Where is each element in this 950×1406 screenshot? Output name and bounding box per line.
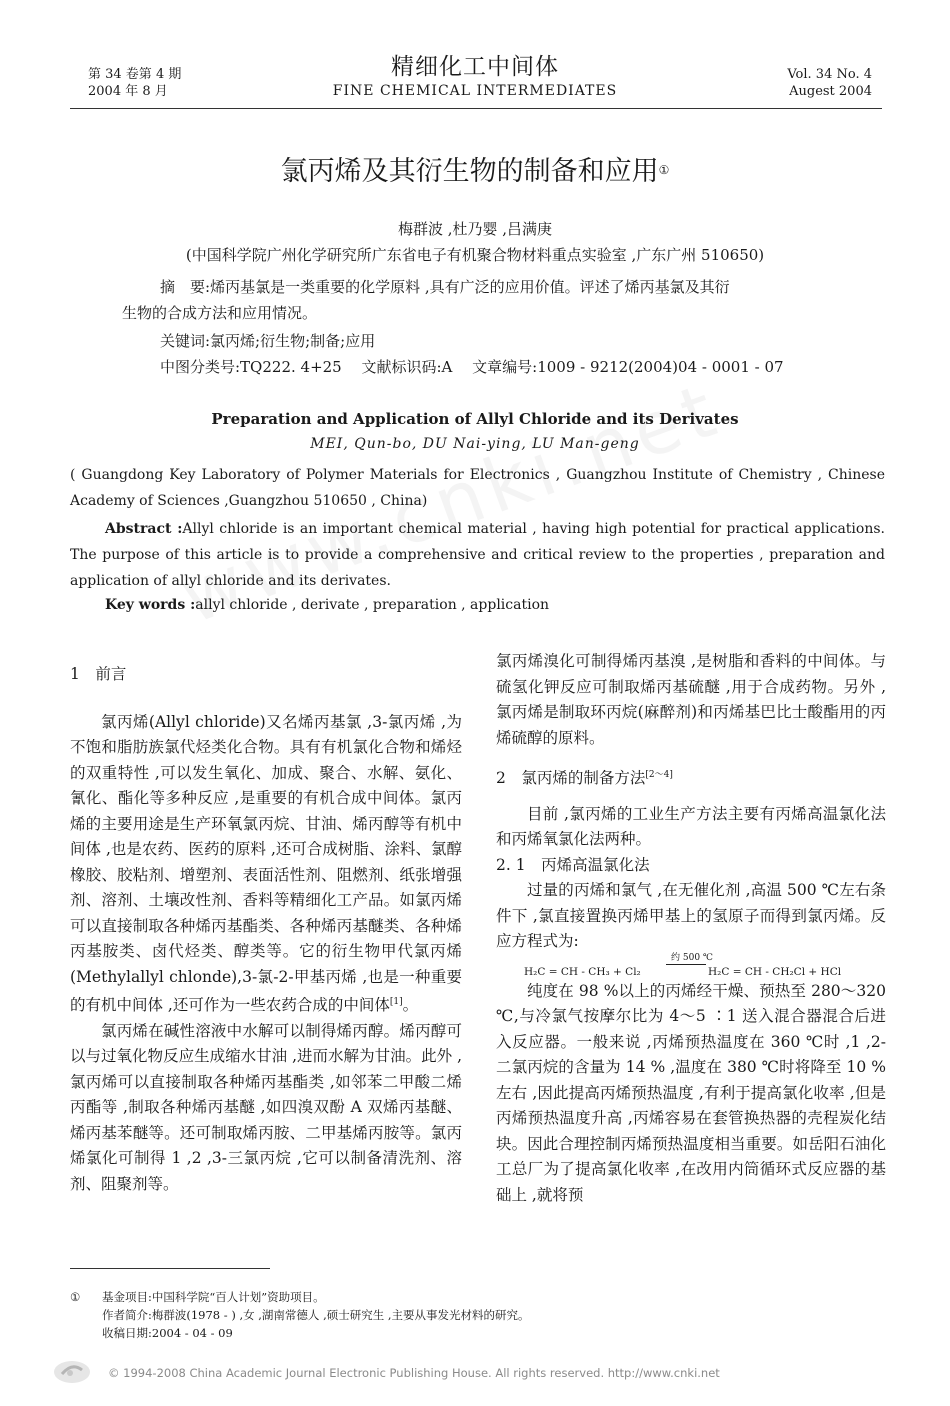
en-abstract-label: Abstract : [105,521,183,537]
right-paragraph-0: 氯丙烯溴化可制得烯丙基溴 ,是树脂和香料的中间体。与硫氢化钾反应可制取烯丙基硫醚 ,用于合成药物。另外 ,氯丙烯是制取环丙烷(麻醉剂)和丙烯基巴比士酸酯用的丙烯硫醇的原料。 [496,652,886,747]
cnki-logo-icon [52,1358,92,1386]
journal-name-cn: 精细化工中间体 [391,54,559,80]
section-heading-1: 1 前言 [70,665,127,683]
header-issue [88,66,181,100]
header-date: 2004 年 8 月 [88,84,168,99]
citation-2-4: [2～4] [645,770,673,780]
header-rule [70,108,882,109]
copyright-footer: © 1994-2008 China Academic Journal Electronic Publishing House. All rights reserved. http://www.cnki.net [108,1366,720,1380]
equation-arrow [666,964,706,965]
right-column [496,649,886,1208]
method-paragraph-2: 过量的丙烯和氯气 ,在无催化剂 ,高温 500 ℃左右条件下 ,氯直接置换丙烯甲基上的氢原子而得到氯丙烯。反应方程式为: [496,881,886,951]
en-keywords [105,597,549,613]
abstract-cn-line2: 生物的合成方法和应用情况。 [122,304,318,322]
intro-paragraph-2: 氯丙烯在碱性溶液中水解可以制得烯丙醇。烯丙醇可以与过氧化物反应生成缩水甘油 ,进而水解为甘油。此外 ,氯丙烯可以直接制取各种烯丙基酯类 ,如邻苯二甲酸二烯丙酯等 ,制取各种烯丙基醚 ,如四溴双酚 A 双烯丙基醚、烯丙基苯醚等。还可制取烯丙胺、二甲基烯丙胺等。氯丙烯氯化可制得 1 ,2 ,3-三氯丙烷 ,它可以制备清洗剂、溶剂、阻聚剂等。 [70,1021,462,1193]
section-heading-2 [496,763,886,792]
header-volume: 第 34 卷第 4 期 [88,67,182,82]
method-paragraph-1: 目前 ,氯丙烯的工业生产方法主要有丙烯高温氯化法和丙烯氧氯化法两种。 [496,804,886,849]
header-vol-no: Vol. 34 No. 4 [787,67,872,82]
footnote-author-bio: 作者简介:梅群波(1978 - ) ,女 ,湖南常德人 ,硕士研究生 ,主要从事发光材料的研究。 [102,1308,530,1322]
en-affiliation: ( Guangdong Key Laboratory of Polymer Materials for Electronics , Guangzhou Institute of Chemistry , Chinese Academy of Sciences ,Guangzhou 510650 , China) [70,467,885,509]
left-column [70,662,462,1197]
en-abstract-text: Allyl chloride is an important chemical material , having high potential for practical applications. The purpose of this article is to provide a comprehensive and critical review to the properties , preparation and application of allyl chloride and its derivates. [70,521,885,589]
reaction-equation [496,952,886,979]
paper-title-text: 氯丙烯及其衍生物的制备和应用 [280,156,659,187]
en-authors: MEI, Qun-bo, DU Nai-ying, LU Man-geng [310,436,640,452]
authors: 梅群波 ,杜乃婴 ,吕满庚 [397,220,553,238]
footnote-received-date: 收稿日期:2004 - 04 - 09 [102,1326,233,1340]
citation-1: [1] [389,997,403,1007]
header-date-en: Augest 2004 [789,84,872,99]
intro-paragraph-1-text: 氯丙烯(Allyl chloride)又名烯丙基氯 ,3-氯丙烯 ,为不饱和脂肪族氯代烃类化合物。具有有机氯化合物和烯烃的双重特性 ,可以发生氧化、加成、聚合、水解、氨化、氰化、酯化等多种反应 ,是重要的有机合成中间体。氯丙烯的主要用途是生产环氧氯丙烷、甘油、烯丙醇等有机中间体 ,也是农药、医药的原料 ,还可合成树脂、涂料、氯醇橡胶、胶粘剂、增塑剂、表面活性剂、阻燃剂、纸张增强剂、溶剂、土壤改性剂、香料等精细化工产品。如氯丙烯可以直接制取各种烯丙基酯类、各种烯丙基醚类、各种烯丙基胺类、卤代烃类、醇类等。它的衍生物甲代氯丙烯(Methylallyl chlonde),3-氯-2-甲基丙烯 ,也是一种重要的有机中间体 ,还可作为一些农药合成的中间体 [70,712,462,1015]
en-title: Preparation and Application of Allyl Chloride and its Derivates [211,410,739,428]
en-keywords-label: Key words : [105,597,196,613]
intro-paragraph-1 [70,710,462,1019]
footnote-funding: 基金项目:中国科学院“百人计划”资助项目。 [102,1290,325,1304]
en-keywords-text: allyl chloride , derivate , preparation , application [195,597,550,613]
journal-name-en: FINE CHEMICAL INTERMEDIATES [332,83,618,99]
footnote-rule [70,1268,270,1269]
paper-title [0,152,950,192]
footnote-mark: ① [70,1290,81,1304]
title-footnote-mark: ① [658,163,670,177]
abstract-cn [122,274,842,326]
equation-reactants: H₂C = CH - CH₃ + Cl₂ [524,965,641,978]
journal-name [300,52,650,100]
affiliation: (中国科学院广州化学研究所广东省电子有机聚合物材料重点实验室 ,广东广州 510650) [185,246,765,264]
abstract-cn-label: 摘 要: [160,278,211,296]
section-heading-2-1: 2. 1 丙烯高温氯化法 [496,855,650,874]
intro-paragraph-1-end: 。 [402,996,419,1015]
classification: 中图分类号:TQ222. 4+25 文献标识码:A 文章编号:1009 - 9212(2004)04 - 0001 - 07 [160,358,784,376]
keywords-cn: 关键词:氯丙烯;衍生物;制备;应用 [160,332,376,350]
equation-products: H₂C = CH - CH₂Cl + HCl [708,965,842,978]
footnote [70,1288,530,1342]
en-abstract [70,516,885,594]
header-volume-en [760,66,872,100]
method-paragraph-3: 纯度在 98 %以上的丙烯经干燥、预热至 280～320 ℃,与冷氯气按摩尔比为 4～5 ∶1 送入混合器混合后进入反应器。一般来说 ,丙烯预热温度在 360 ℃时 ,1 ,2-二氯丙烷的含量为 14 % ,温度在 380 ℃时将降至 10 %左右 ,因此提高丙烯预热温度 ,有利于提高氯化收率 ,但是丙烯预热温度升高 ,丙烯容易在套管换热器的壳程炭化结块。因此合理控制丙烯预热温度相当重要。如岳阳石油化工总厂为了提高氯化收率 ,在改用内筒循环式反应器的基础上 ,就将预 [496,981,886,1204]
equation-condition: 约 500 ℃ [671,952,713,963]
abstract-cn-line1: 烯丙基氯是一类重要的化学原料 ,具有广泛的应用价值。评述了烯丙基氯及其衍 [210,278,730,296]
section-heading-2-text: 2 氯丙烯的制备方法 [496,769,646,788]
